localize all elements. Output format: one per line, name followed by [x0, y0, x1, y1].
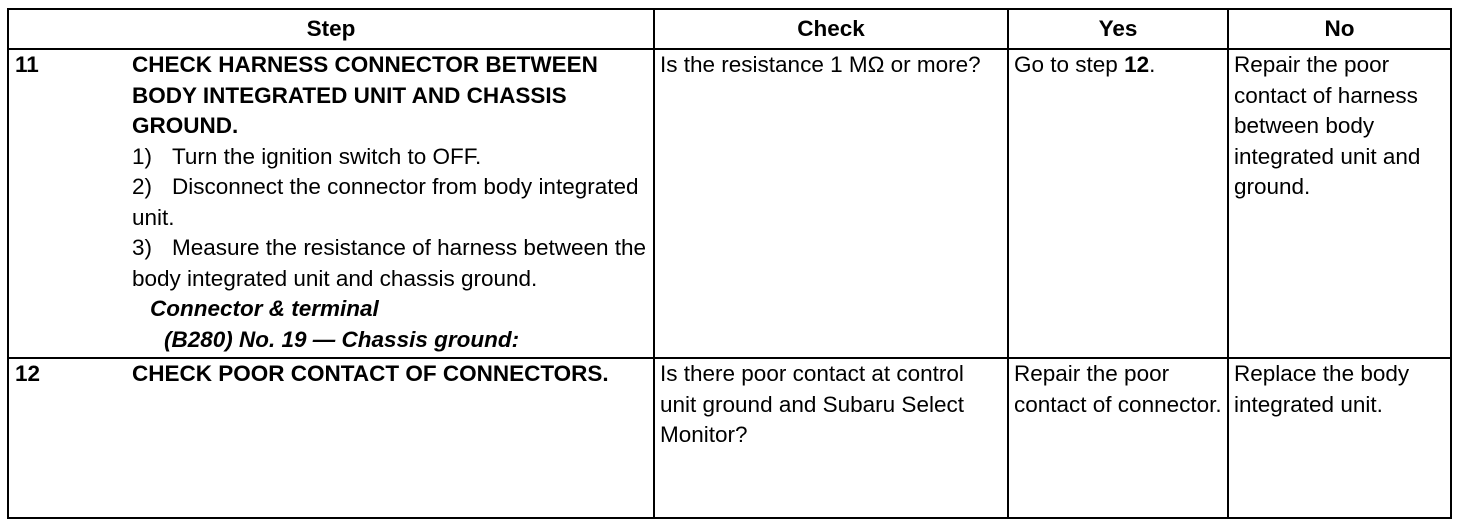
instruction-text: Turn the ignition switch to OFF.	[172, 143, 482, 169]
instruction-number: 2)	[132, 174, 153, 199]
column-header-no: No	[1228, 9, 1451, 49]
instruction-text: Measure the resistance of harness between the body integrated unit and chassis ground.	[132, 235, 647, 291]
spec-label: Connector & terminal	[150, 296, 379, 321]
step-body	[132, 50, 649, 355]
yes-cell	[1008, 358, 1228, 518]
step-body	[132, 359, 649, 390]
column-header-check: Check	[654, 9, 1008, 49]
diagnostic-table	[7, 8, 1452, 519]
step-number: 12	[15, 361, 41, 386]
check-text: Is there poor contact at control unit ground and Subaru Select Monitor?	[660, 361, 964, 447]
table-header-row	[8, 9, 1451, 49]
instruction-item	[132, 142, 649, 173]
step-title: CHECK POOR CONTACT OF CONNECTORS.	[132, 361, 609, 386]
no-text: Replace the body integrated unit.	[1234, 361, 1410, 417]
yes-cell	[1008, 49, 1228, 358]
step-cell	[8, 358, 654, 518]
check-cell	[654, 358, 1008, 518]
no-cell	[1228, 49, 1451, 358]
column-header-yes: Yes	[1008, 9, 1228, 49]
instruction-text: Disconnect the connector from body integrated unit.	[132, 174, 639, 230]
no-text: Repair the poor contact of harness between body integrated unit and ground.	[1234, 52, 1421, 199]
spec-value: (B280) No. 19 — Chassis ground:	[164, 326, 520, 352]
instruction-item	[132, 172, 649, 233]
instruction-item	[132, 233, 649, 294]
column-header-step: Step	[8, 9, 654, 49]
yes-step-ref: 12	[1124, 52, 1150, 77]
instruction-number: 1)	[132, 143, 153, 169]
check-text: Is the resistance 1 MΩ or more?	[660, 52, 981, 77]
table-row	[8, 49, 1451, 358]
step-number: 11	[15, 52, 39, 77]
step-title: CHECK HARNESS CONNECTOR BETWEEN BODY INTEGRATED UNIT AND CHASSIS GROUND.	[132, 52, 598, 138]
yes-text: Repair the poor contact of connector.	[1014, 361, 1222, 417]
step-cell	[8, 49, 654, 358]
instruction-number: 3)	[132, 235, 153, 260]
yes-prefix: Go to step	[1014, 52, 1125, 77]
yes-text	[1009, 50, 1227, 81]
check-cell	[654, 49, 1008, 358]
table-row	[8, 358, 1451, 518]
no-cell	[1228, 358, 1451, 518]
yes-suffix: .	[1149, 52, 1156, 77]
